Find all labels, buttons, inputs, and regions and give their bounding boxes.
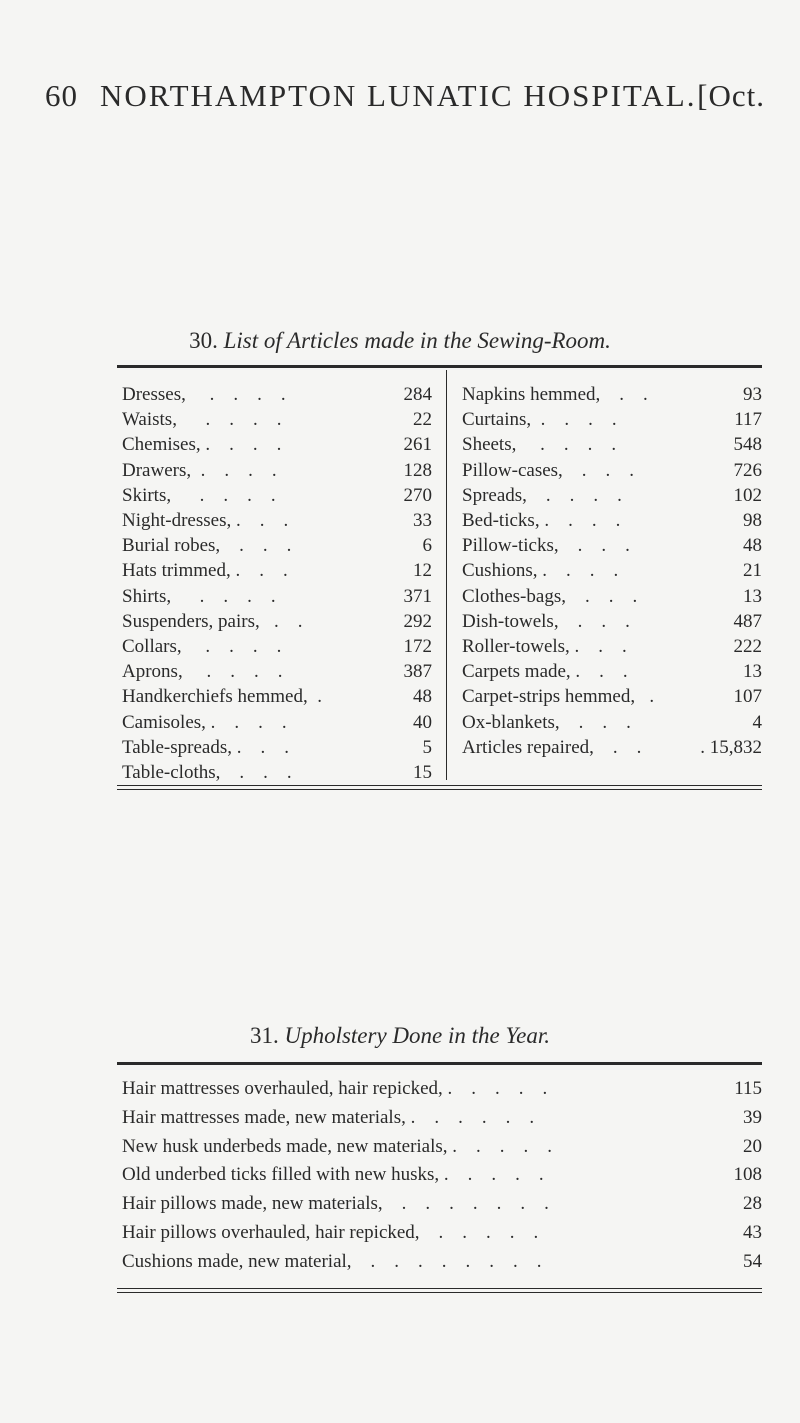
table-row xyxy=(462,683,762,711)
table-row xyxy=(122,608,432,636)
table-row xyxy=(122,759,432,787)
section-30-title: List of Articles made in the Sewing-Room. xyxy=(223,328,611,353)
section-31-bottom-rule-2 xyxy=(117,1292,762,1293)
item-count: 115 xyxy=(734,1078,762,1099)
item-count: 387 xyxy=(403,661,432,683)
item-count: 222 xyxy=(733,636,762,657)
item-name: Burial robes, . . . xyxy=(122,535,292,557)
item-name: Hair mattresses made, new materials, . . . . . . xyxy=(122,1106,535,1128)
table-row xyxy=(122,1075,762,1103)
item-name: Carpet-strips hemmed, . xyxy=(462,686,655,708)
item-count: . 15,832 xyxy=(700,736,762,758)
item-count: 48 xyxy=(413,686,432,708)
table-row xyxy=(462,583,762,611)
section-30-top-rule xyxy=(117,365,762,368)
section-30-bottom-rule-2 xyxy=(117,789,762,790)
item-count: 12 xyxy=(413,560,432,582)
item-name: Clothes-bags, . . . xyxy=(462,585,638,607)
item-name: Old underbed ticks filled with new husks, . . . . . xyxy=(122,1164,544,1186)
item-name: Table-spreads, . . . xyxy=(122,736,289,758)
item-name: Cushions, . . . . xyxy=(462,560,619,582)
item-name: Hats trimmed, . . . xyxy=(122,560,288,582)
table-row xyxy=(462,709,762,737)
item-name: Suspenders, pairs, . . xyxy=(122,610,303,632)
item-count: 48 xyxy=(743,535,762,557)
section-31-number: 31. xyxy=(249,1023,279,1048)
item-name: Carpets made, . . . xyxy=(462,661,628,683)
section-31-top-rule xyxy=(117,1062,762,1065)
item-count: 548 xyxy=(733,434,762,456)
item-name: New husk underbeds made, new materials, . . . . . xyxy=(122,1135,553,1157)
table-row xyxy=(122,1133,762,1161)
section-31-bottom-rule xyxy=(117,1288,762,1289)
table-row xyxy=(122,683,432,711)
item-name: Hair pillows made, new materials, . . . . . . . xyxy=(122,1193,549,1215)
section-30-column-divider xyxy=(446,370,447,780)
item-count: 43 xyxy=(743,1222,762,1243)
item-count: 284 xyxy=(403,384,432,405)
table-row xyxy=(462,557,762,585)
item-name: Skirts, . . . . xyxy=(122,484,276,506)
item-count: 13 xyxy=(743,585,762,607)
item-name: Pillow-ticks, . . . xyxy=(462,535,630,557)
item-name: Dish-towels, . . . xyxy=(462,610,630,632)
item-name: Aprons, . . . . xyxy=(122,661,283,683)
item-count: 22 xyxy=(413,409,432,431)
item-count: 28 xyxy=(743,1193,762,1215)
section-30-bottom-rule xyxy=(117,785,762,786)
table-row xyxy=(122,709,432,737)
table-row xyxy=(462,482,762,510)
item-name: Sheets, . . . . xyxy=(462,434,617,456)
item-count: 13 xyxy=(743,661,762,683)
table-row xyxy=(462,431,762,459)
item-name: Cushions made, new material, . . . . . . . . xyxy=(122,1250,542,1272)
item-name: Handkerchiefs hemmed, . xyxy=(122,686,322,708)
table-row xyxy=(122,557,432,585)
page-month: [Oct. xyxy=(697,78,765,113)
item-count: 54 xyxy=(743,1250,762,1272)
table-row xyxy=(462,734,762,762)
table-row xyxy=(122,482,432,510)
item-count: 5 xyxy=(422,736,432,758)
item-count: 102 xyxy=(733,484,762,506)
table-row xyxy=(122,532,432,560)
section-30-number: 30. xyxy=(189,328,218,353)
table-row xyxy=(462,532,762,560)
item-name: Pillow-cases, . . . xyxy=(462,459,635,481)
page-number: 60 xyxy=(45,78,78,113)
item-name: Table-cloths, . . . xyxy=(122,762,292,783)
table-row xyxy=(462,658,762,686)
item-count: 371 xyxy=(403,585,432,607)
item-name: Camisoles, . . . . xyxy=(122,711,287,733)
item-count: 107 xyxy=(733,686,762,708)
table-row xyxy=(122,431,432,459)
item-name: Collars, . . . . xyxy=(122,636,282,657)
item-count: 20 xyxy=(743,1135,762,1157)
table-row xyxy=(122,633,432,661)
item-count: 726 xyxy=(733,459,762,481)
table-row xyxy=(122,1104,762,1132)
item-count: 33 xyxy=(413,510,432,531)
section-31-title: Upholstery Done in the Year. xyxy=(284,1023,551,1048)
item-count: 21 xyxy=(743,560,762,582)
item-name: Spreads, . . . . xyxy=(462,484,622,506)
item-name: Ox-blankets, . . . xyxy=(462,711,631,733)
item-count: 4 xyxy=(752,711,762,733)
table-row xyxy=(122,1190,762,1218)
table-row xyxy=(122,658,432,686)
item-name: Waists, . . . . xyxy=(122,409,282,431)
item-name: Hair pillows overhauled, hair repicked, . . . . . xyxy=(122,1222,539,1243)
page-running-title: NORTHAMPTON LUNATIC HOSPITAL. xyxy=(100,78,697,113)
item-name: Hair mattresses overhauled, hair repicked, . . . . . xyxy=(122,1078,548,1099)
item-name: Curtains, . . . . xyxy=(462,409,617,431)
item-name: Dresses, . . . . xyxy=(122,384,286,405)
table-row xyxy=(122,734,432,762)
table-row xyxy=(462,457,762,485)
section-30-heading xyxy=(0,328,800,354)
table-row xyxy=(122,507,432,535)
table-row xyxy=(122,457,432,485)
table-row xyxy=(122,406,432,434)
item-count: 172 xyxy=(403,636,432,657)
page-header xyxy=(45,78,765,118)
table-row xyxy=(462,633,762,661)
item-name: Articles repaired, . . xyxy=(462,736,642,758)
table-row xyxy=(462,406,762,434)
item-count: 98 xyxy=(743,510,762,531)
table-row xyxy=(122,583,432,611)
table-row xyxy=(122,381,432,409)
item-name: Roller-towels, . . . xyxy=(462,636,627,657)
table-row xyxy=(122,1161,762,1189)
table-row xyxy=(462,381,762,409)
item-name: Drawers, . . . . xyxy=(122,459,277,481)
item-count: 6 xyxy=(422,535,432,557)
item-count: 487 xyxy=(733,610,762,632)
item-name: Bed-ticks, . . . . xyxy=(462,510,621,531)
table-row xyxy=(462,507,762,535)
section-31-heading xyxy=(0,1023,800,1049)
item-count: 292 xyxy=(403,610,432,632)
item-count: 117 xyxy=(734,409,762,431)
item-count: 128 xyxy=(403,459,432,481)
table-row xyxy=(462,608,762,636)
item-count: 108 xyxy=(733,1164,762,1186)
item-count: 270 xyxy=(403,484,432,506)
item-count: 93 xyxy=(743,384,762,405)
item-count: 15 xyxy=(413,762,432,783)
table-row xyxy=(122,1219,762,1247)
table-row xyxy=(122,1248,762,1276)
item-name: Napkins hemmed, . . xyxy=(462,384,648,405)
item-name: Shirts, . . . . xyxy=(122,585,276,607)
item-name: Night-dresses, . . . xyxy=(122,510,289,531)
item-count: 261 xyxy=(403,434,432,456)
item-count: 40 xyxy=(413,711,432,733)
item-count: 39 xyxy=(743,1106,762,1128)
item-name: Chemises, . . . . xyxy=(122,434,282,456)
